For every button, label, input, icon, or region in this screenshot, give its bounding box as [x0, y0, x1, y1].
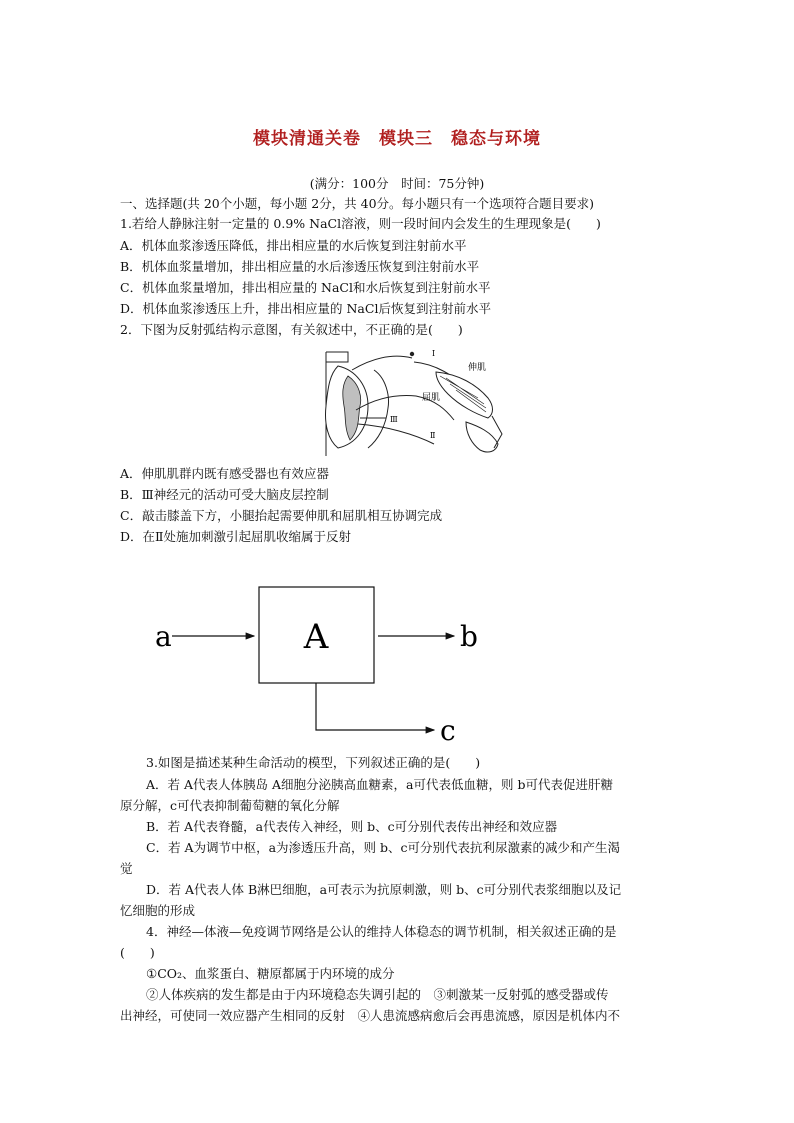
q4-statement-1: ①CO₂、血浆蛋白、糖原都属于内环境的成分	[146, 966, 395, 981]
page-title: 模块清通关卷 模块三 稳态与环境	[253, 129, 541, 149]
output-c-label: c	[440, 714, 456, 747]
output-b-label: b	[460, 620, 478, 653]
q2-option-a: A．伸肌肌群内既有感受器也有效应器	[120, 466, 330, 481]
label-ii: Ⅱ	[430, 431, 436, 440]
q3-option-b: B．若 A代表脊髓，a代表传入神经，则 b、c可分别代表传出神经和效应器	[146, 819, 558, 834]
q2-stem: 2．下图为反射弧结构示意图，有关叙述中，不正确的是( )	[120, 322, 463, 337]
q4-statement-2: ②人体疾病的发生都是由于内环境稳态失调引起的 ③刺激某一反射弧的感受器或传	[146, 987, 609, 1002]
arrow-c	[316, 683, 434, 730]
section-heading: 一、选择题(共 20个小题，每小题 2分，共 40分。每小题只有一个选项符合题目要求)	[120, 196, 594, 211]
q2-option-b: B．Ⅲ神经元的活动可受大脑皮层控制	[120, 487, 329, 502]
q4-statement-3: 出神经，可使同一效应器产生相同的反射 ④人患流感病愈后会再患流感，原因是机体内不	[120, 1008, 621, 1023]
exam-meta: (满分：100分 时间：75分钟)	[309, 176, 485, 191]
q1-option-b: B．机体血浆量增加，排出相应量的水后渗透压恢复到注射前水平	[120, 259, 480, 274]
q1-option-d: D．机体血浆渗透压上升，排出相应量的 NaCl后恢复到注射前水平	[120, 301, 491, 316]
q3-stem: 3.如图是描述某种生命活动的模型，下列叙述正确的是( )	[146, 755, 481, 770]
label-extensor: 伸肌	[468, 363, 487, 373]
q1-option-a: A．机体血浆渗透压降低，排出相应量的水后恢复到注射前水平	[120, 238, 467, 253]
q3-option-a: A．若 A代表人体胰岛 A细胞分泌胰高血糖素，a可代表低血糖，则 b可代表促进肝糖	[146, 777, 613, 792]
q3-option-a-cont: 原分解，c可代表抑制葡萄糖的氧化分解	[120, 798, 340, 813]
input-a-label: a	[155, 620, 172, 653]
q4-stem: 4．神经—体液—免疫调节网络是公认的维持人体稳态的调节机制，相关叙述正确的是	[146, 924, 617, 939]
q3-option-c: C．若 A为调节中枢，a为渗透压升高，则 b、c可分别代表抗利尿激素的减少和产生渴	[146, 840, 620, 855]
reflex-arc-figure	[316, 348, 506, 460]
model-diagram	[150, 580, 490, 750]
q1-option-c: C．机体血浆量增加，排出相应量的 NaCl和水后恢复到注射前水平	[120, 280, 491, 295]
q2-option-d: D．在Ⅱ处施加刺激引起屈肌收缩属于反射	[120, 529, 352, 544]
label-iii: Ⅲ	[390, 415, 398, 424]
q1-stem: 1.若给人静脉注射一定量的 0.9% NaCl溶液，则一段时间内会发生的生理现象是( )	[120, 216, 601, 231]
label-flexor: 屈肌	[422, 393, 441, 403]
q3-option-c-cont: 觉	[120, 861, 133, 876]
q2-option-c: C．敲击膝盖下方，小腿抬起需要伸肌和屈肌相互协调完成	[120, 508, 443, 523]
q3-option-d: D．若 A代表人体 B淋巴细胞，a可表示为抗原刺激，则 b、c可分别代表浆细胞以及记	[146, 882, 622, 897]
q3-option-d-cont: 忆细胞的形成	[120, 903, 196, 918]
q4-stem-cont: ( )	[120, 945, 155, 960]
label-i: Ⅰ	[432, 349, 436, 358]
box-a-label: A	[303, 617, 329, 657]
